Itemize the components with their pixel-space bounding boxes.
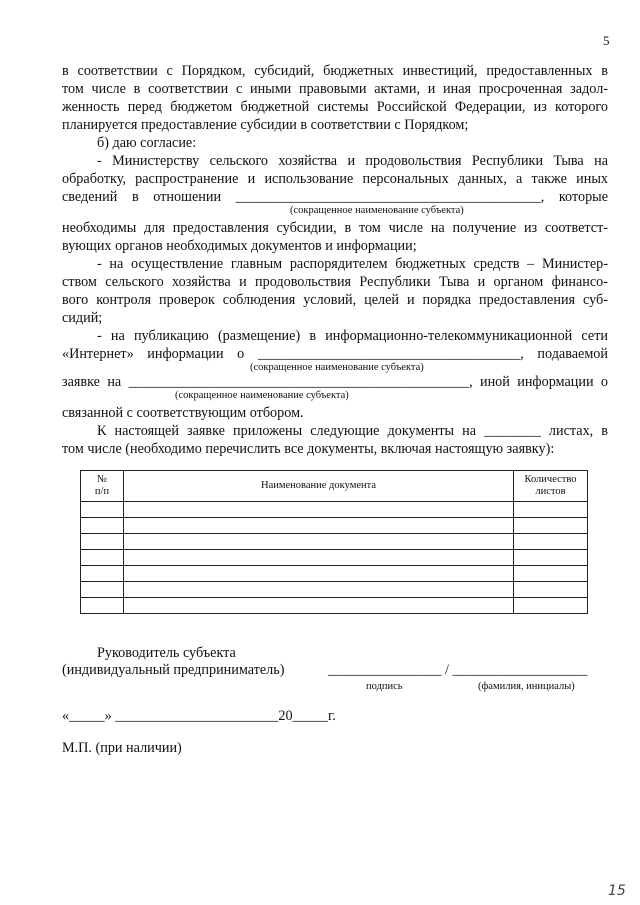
signatory-subtitle: (индивидуальный предприниматель) (62, 662, 285, 678)
col-header-document-name: Наименование документа (124, 471, 514, 502)
table-row (81, 502, 588, 518)
body-text-line: - Министерству сельского хозяйства и продовольствия Республики Тыва на (97, 153, 608, 169)
table-cell[interactable] (514, 502, 588, 518)
col-header-sheet-count: Количество листов (514, 471, 588, 502)
table-cell[interactable] (81, 598, 124, 614)
body-text-line: женность перед бюджетом бюджетной системы Российской Федерации, из которого (62, 99, 608, 115)
body-text-line: том числе в соответствии с иными правовыми актами, и иная просроченная задол- (62, 81, 608, 97)
table-cell[interactable] (514, 550, 588, 566)
body-text-line: - на осуществление главным распорядителем бюджетных средств – Министер- (97, 256, 608, 272)
body-text-line: ством сельского хозяйства и продовольствия Республики Тыва и органом финансо- (62, 274, 608, 290)
signature-blanks: ________________ / ___________________ (328, 662, 588, 678)
table-cell[interactable] (514, 582, 588, 598)
field-caption: (сокращенное наименование субъекта) (175, 390, 349, 401)
table-cell[interactable] (81, 534, 124, 550)
body-text-line: обработку, распространение и использование персональных данных, а также иных (62, 171, 608, 187)
table-cell[interactable] (81, 582, 124, 598)
body-text-line: - на публикацию (размещение) в информационно-телекоммуникационной сети (97, 328, 608, 344)
table-cell[interactable] (81, 518, 124, 534)
table-cell[interactable] (124, 598, 514, 614)
date-line: «_____» _______________________20_____г. (62, 708, 336, 724)
table-cell[interactable] (124, 550, 514, 566)
body-text-line: вующих органов необходимых документов и информации; (62, 238, 417, 254)
table-cell[interactable] (81, 566, 124, 582)
table-cell[interactable] (124, 534, 514, 550)
table-row (81, 534, 588, 550)
table-cell[interactable] (124, 518, 514, 534)
table-row (81, 598, 588, 614)
table-cell[interactable] (124, 502, 514, 518)
body-text-line: вого контроля проверок соблюдения условий, целей и порядка предоставления суб- (62, 292, 608, 308)
body-text-line: К настоящей заявке приложены следующие документы на ________ листах, в (97, 423, 608, 439)
body-text-line: необходимы для предоставления субсидии, в том числе на получение из соответст- (62, 220, 608, 236)
table-cell[interactable] (514, 566, 588, 582)
signature-caption: подпись (366, 681, 403, 692)
body-text-line: заявке на ________________________________________________, иной информации о (62, 374, 608, 390)
table-cell[interactable] (514, 518, 588, 534)
table-cell[interactable] (514, 534, 588, 550)
col-header-number: № п/п (81, 471, 124, 502)
documents-table (80, 470, 588, 614)
table-row (81, 518, 588, 534)
handwritten-page-number: 15 (608, 883, 626, 899)
table-cell[interactable] (81, 550, 124, 566)
body-text-line: «Интернет» информации о _____________________________________, подаваемой (62, 346, 608, 362)
signatory-title: Руководитель субъекта (97, 645, 236, 661)
list-heading: б) даю согласие: (97, 135, 197, 151)
page-number: 5 (603, 33, 610, 48)
table-cell[interactable] (124, 566, 514, 582)
body-text-line: сидий; (62, 310, 103, 326)
table-row (81, 550, 588, 566)
table-cell[interactable] (81, 502, 124, 518)
body-text-line: том числе (необходимо перечислить все документы, включая настоящую заявку): (62, 441, 555, 457)
body-text-line: в соответствии с Порядком, субсидий, бюджетных инвестиций, предоставленных в (62, 63, 608, 79)
stamp-note: М.П. (при наличии) (62, 740, 182, 756)
body-text-line: сведений в отношении ___________________________________________, которые (62, 189, 608, 205)
table-row (81, 582, 588, 598)
field-caption: (сокращенное наименование субъекта) (250, 362, 424, 373)
field-caption: (сокращенное наименование субъекта) (290, 205, 464, 216)
body-text-line: планируется предоставление субсидии в соответствии с Порядком; (62, 117, 469, 133)
table-cell[interactable] (124, 582, 514, 598)
name-caption: (фамилия, инициалы) (478, 681, 575, 692)
table-cell[interactable] (514, 598, 588, 614)
table-header-row (81, 471, 588, 502)
table-row (81, 566, 588, 582)
body-text-line: связанной с соответствующим отбором. (62, 405, 304, 421)
